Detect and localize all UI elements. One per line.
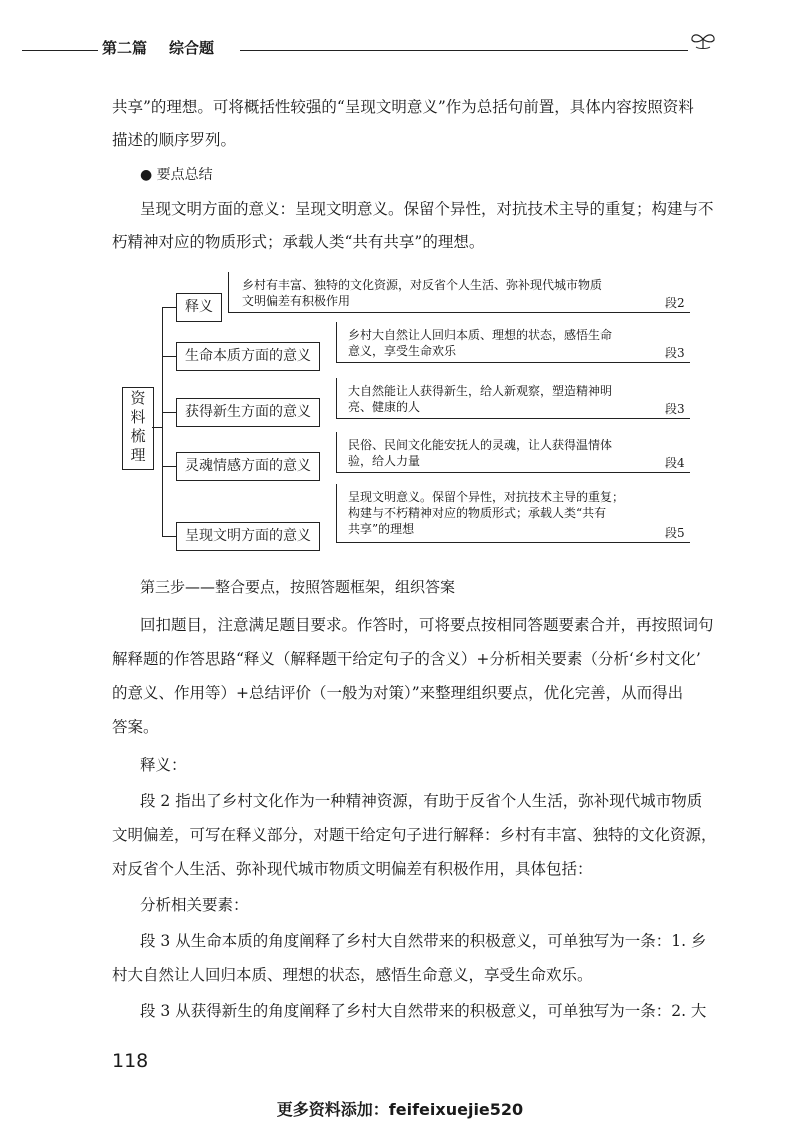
footer-note: 更多资料添加：feifeixuejie520 xyxy=(276,1100,524,1119)
header-rule-left xyxy=(22,50,98,51)
root-char: 理 xyxy=(130,446,146,464)
branch-underline xyxy=(228,312,690,313)
header-title: 综合题 xyxy=(169,39,215,57)
diagram-connector xyxy=(162,466,176,467)
branch-underline xyxy=(336,418,690,419)
root-char: 梳 xyxy=(130,427,146,445)
branch-para: 段3 xyxy=(665,402,685,416)
intro-line-1: 共享”的理想。可将概括性较强的“呈现文明意义”作为总括句前置，具体内容按照资料 xyxy=(112,98,694,116)
branch-underline xyxy=(336,362,690,363)
step3-p3-line: 村大自然让人回归本质、理想的状态，感悟生命意义，享受生命欢乐。 xyxy=(112,966,593,984)
branch-underline xyxy=(336,472,690,473)
branch-box-shiyi: 释义 xyxy=(176,293,222,322)
branch-box-rebirth: 获得新生方面的意义 xyxy=(176,398,320,427)
diagram-connector xyxy=(152,427,162,428)
root-char: 资 xyxy=(130,389,146,407)
bullet-icon: ● xyxy=(140,167,153,183)
branch-note: 验，给人力量 xyxy=(348,454,421,468)
branch-note: 呈现文明意义。保留个异性，对抗技术主导的重复； xyxy=(348,490,625,504)
branch-para: 段2 xyxy=(665,296,685,310)
summary-line-2: 朽精神对应的物质形式；承载人类“共有共享”的理想。 xyxy=(112,233,485,251)
label-fenxi: 分析相关要素： xyxy=(140,896,249,914)
header-part: 第二篇 xyxy=(102,39,148,57)
branch-bracket xyxy=(228,272,229,312)
branch-para: 段3 xyxy=(665,346,685,360)
step3-p2-line: 段 2 指出了乡村文化作为一种精神资源，有助于反省个人生活，弥补现代城市物质 xyxy=(140,792,703,810)
branch-bracket xyxy=(336,484,337,542)
running-header xyxy=(102,37,236,58)
step3-p1-line: 的意义、作用等）+总结评价（一般为对策）”来整理组织要点，优化完善，从而得出 xyxy=(112,684,684,702)
step3-p3-line: 段 3 从生命本质的角度阐释了乡村大自然带来的积极意义，可单独写为一条：1. 乡 xyxy=(140,932,707,950)
diagram-root-box xyxy=(122,387,154,470)
intro-line-2: 描述的顺序罗列。 xyxy=(112,131,237,149)
diagram-connector xyxy=(162,412,176,413)
branch-note: 亮、健康的人 xyxy=(348,400,421,414)
step3-p1-line: 答案。 xyxy=(112,718,159,736)
branch-note: 意义，享受生命欢乐 xyxy=(348,344,457,358)
diagram-connector xyxy=(162,307,176,308)
label-shiyi: 释义： xyxy=(140,756,187,774)
branch-bracket xyxy=(336,432,337,472)
step3-p1-line: 解释题的作答思路“释义（解释题干给定句子的含义）+分析相关要素（分析‘乡村文化’ xyxy=(112,650,701,668)
branch-box-soul: 灵魂情感方面的意义 xyxy=(176,452,320,481)
summary-line-1: 呈现文明方面的意义：呈现文明意义。保留个异性，对抗技术主导的重复；构建与不 xyxy=(140,200,714,218)
branch-note: 大自然能让人获得新生，给人新观察，塑造精神明 xyxy=(348,384,613,398)
diagram-trunk xyxy=(162,307,163,536)
branch-note: 乡村有丰富、独特的文化资源，对反省个人生活、弥补现代城市物质 xyxy=(242,278,603,292)
branch-bracket xyxy=(336,378,337,418)
branch-bracket xyxy=(336,322,337,362)
summary-heading-text: 要点总结 xyxy=(156,167,213,183)
branch-underline xyxy=(336,542,690,543)
summary-heading xyxy=(140,160,740,190)
branch-box-life: 生命本质方面的意义 xyxy=(176,342,320,371)
branch-note: 共享”的理想 xyxy=(348,522,415,536)
diagram-connector xyxy=(162,536,176,537)
step3-p2-line: 文明偏差，可写在释义部分，对题干给定句子进行解释：乡村有丰富、独特的文化资源， xyxy=(112,826,717,844)
step3-p1-line: 回扣题目，注意满足题目要求。作答时，可将要点按相同答题要素合并，再按照词句 xyxy=(140,616,714,634)
header-rule-right xyxy=(240,50,688,51)
branch-note: 构建与不朽精神对应的物质形式；承载人类“共有 xyxy=(348,506,607,520)
step3-heading: 第三步——整合要点，按照答题框架，组织答案 xyxy=(140,578,456,596)
branch-box-civilization: 呈现文明方面的意义 xyxy=(176,522,320,551)
page-number: 118 xyxy=(112,1050,149,1072)
step3-p4-line: 段 3 从获得新生的角度阐释了乡村大自然带来的积极意义，可单独写为一条：2. 大 xyxy=(140,1002,707,1020)
step3-p2-line: 对反省个人生活、弥补现代城市物质文明偏差有积极作用，具体包括： xyxy=(112,860,593,878)
branch-para: 段4 xyxy=(665,456,685,470)
root-char: 料 xyxy=(130,408,146,426)
branch-note: 民俗、民间文化能安抚人的灵魂，让人获得温情体 xyxy=(348,438,613,452)
branch-para: 段5 xyxy=(665,526,685,540)
sprout-icon xyxy=(688,28,718,52)
branch-note: 文明偏差有积极作用 xyxy=(242,294,351,308)
branch-note: 乡村大自然让人回归本质、理想的状态，感悟生命 xyxy=(348,328,613,342)
diagram-connector xyxy=(162,356,176,357)
